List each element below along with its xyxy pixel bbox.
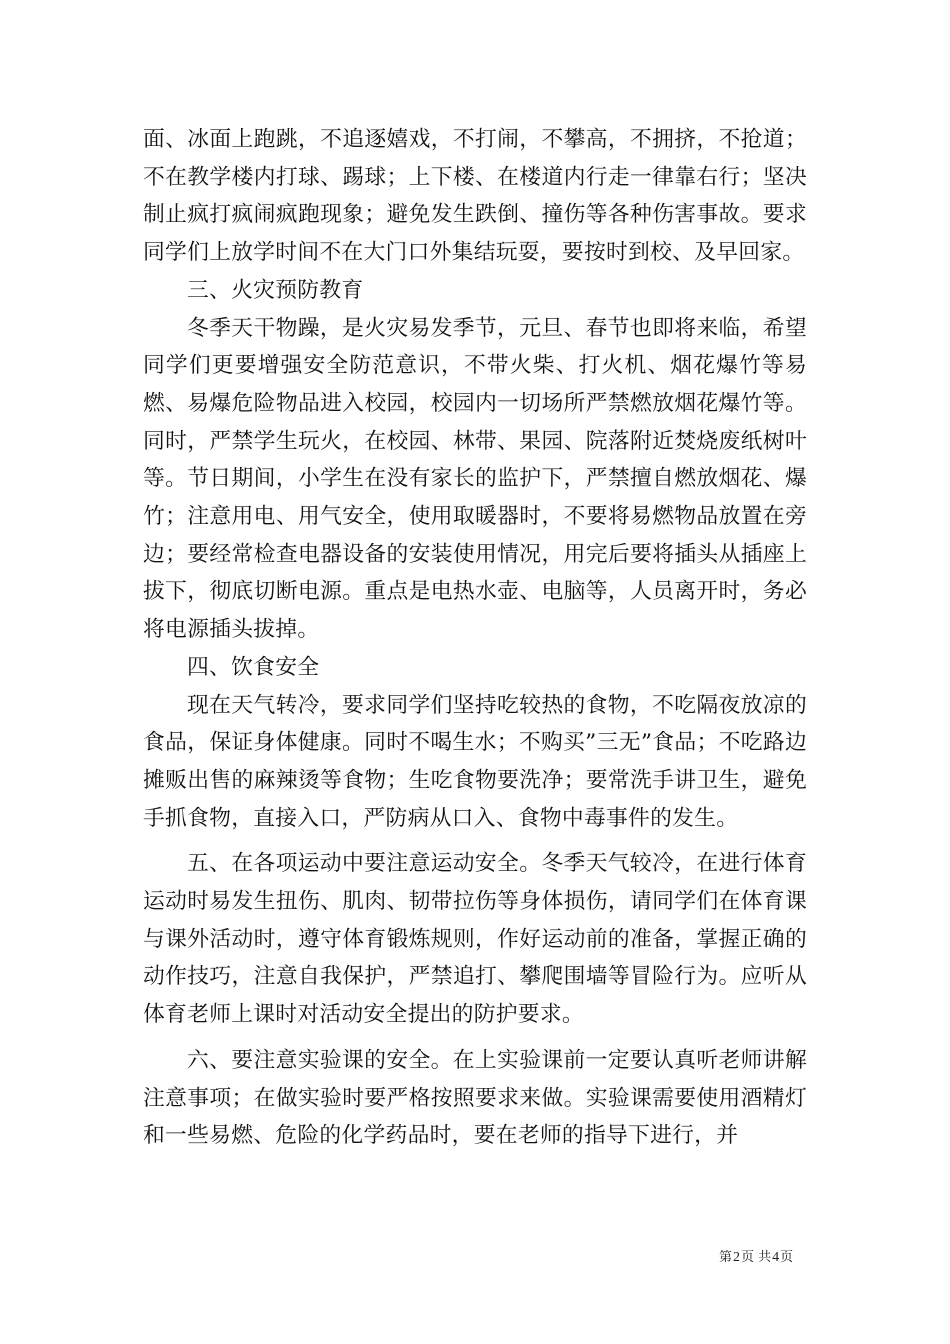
document-body — [143, 121, 807, 1155]
paragraph-lab-safety: 六、要注意实验课的安全。在上实验课前一定要认真听老师讲解注意事项；在做实验时要严格按照要求来做。实验课需要使用酒精灯和一些易燃、危险的化学药品时，要在老师的指导下进行，并 — [143, 1047, 807, 1149]
current-page-number: 2 — [733, 1250, 741, 1265]
paragraph-food-safety: 现在天气转冷，要求同学们坚持吃较热的食物，不吃隔夜放凉的食品，保证身体健康。同时不喝生水；不购买”三无”食品；不吃路边摊贩出售的麻辣烫等食物；生吃食物要洗净；要常洗手讲卫生，避免手抓食物，直接入口，严防病从口入、食物中毒事件的发生。 — [143, 692, 807, 831]
paragraph-sports-safety: 五、在各项运动中要注意运动安全。冬季天气较冷，在进行体育运动时易发生扭伤、肌肉、韧带拉伤等身体损伤，请同学们在体育课与课外活动时，遵守体育锻炼规则，作好运动前的准备，掌握正确的动作技巧，注意自我保护，严禁追打、攀爬围墙等冒险行为。应听从体育老师上课时对活动安全提出的防护要求。 — [143, 851, 807, 1028]
footer-middle: 页 共 — [741, 1250, 772, 1265]
footer-prefix: 第 — [719, 1250, 733, 1265]
section-heading-fire-prevention: 三、火灾预防教育 — [187, 277, 364, 303]
paragraph-fire-prevention: 冬季天干物躁，是火灾易发季节，元旦、春节也即将来临，希望同学们更要增强安全防范意识，不带火柴、打火机、烟花爆竹等易燃、易爆危险物品进入校园，校园内一切场所严禁燃放烟花爆竹等。同时，严禁学生玩火，在校园、林带、果园、院落附近焚烧废纸树叶等。节日期间，小学生在没有家长的监护下，严禁擅自燃放烟花、爆竹；注意用电、用气安全，使用取暖器时，不要将易燃物品放置在旁边；要经常检查电器设备的安装使用情况，用完后要将插头从插座上拔下，彻底切断电源。重点是电热水壶、电脑等，人员离开时，务必将电源插头拔掉。 — [143, 315, 807, 643]
page-number-footer — [719, 1250, 793, 1266]
paragraph-safety-rules: 面、冰面上跑跳，不追逐嬉戏，不打闹，不攀高，不拥挤，不抢道；不在教学楼内打球、踢球；上下楼、在楼道内行走一律靠右行；坚决制止疯打疯闹疯跑现象；避免发生跌倒、撞伤等各种伤害事故。要求同学们上放学时间不在大门口外集结玩耍，要按时到校、及早回家。 — [143, 127, 807, 266]
footer-suffix: 页 — [780, 1250, 794, 1265]
total-pages-number: 4 — [772, 1250, 780, 1265]
section-heading-food-safety: 四、饮食安全 — [187, 654, 320, 680]
